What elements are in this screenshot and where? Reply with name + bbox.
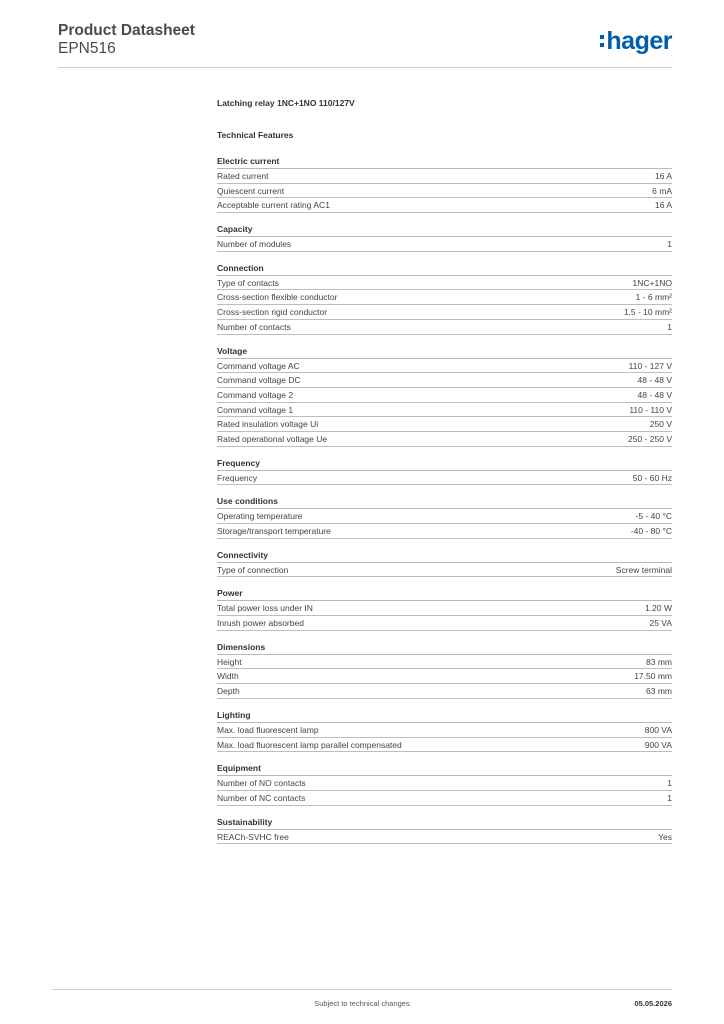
feature-row (217, 791, 672, 806)
feature-value: 1.5 - 10 mm² (623, 307, 672, 318)
section-title: Dimensions (217, 639, 672, 655)
feature-value: 83 mm (646, 656, 672, 667)
feature-section (217, 547, 672, 578)
feature-row (217, 290, 672, 305)
feature-row (217, 403, 672, 418)
feature-row (217, 616, 672, 631)
feature-value: 6 mA (652, 185, 672, 196)
feature-section (217, 343, 672, 447)
feature-label: Number of NO contacts (217, 778, 306, 789)
feature-row (217, 417, 672, 432)
feature-row (217, 184, 672, 199)
feature-label: Number of NC contacts (217, 792, 306, 803)
feature-value: 110 - 127 V (628, 360, 672, 371)
section-title: Frequency (217, 455, 672, 471)
feature-label: Command voltage DC (217, 375, 301, 386)
feature-value: -5 - 40 °C (635, 511, 672, 522)
feature-label: Depth (217, 686, 240, 697)
feature-section (217, 221, 672, 252)
section-title: Capacity (217, 221, 672, 237)
feature-value: 1 - 6 mm² (635, 292, 672, 303)
feature-value: 1 (667, 321, 672, 332)
section-title: Electric current (217, 153, 672, 169)
feature-value: 1 (667, 792, 672, 803)
feature-row (217, 509, 672, 524)
feature-row (217, 169, 672, 184)
feature-label: Command voltage AC (217, 360, 300, 371)
feature-row (217, 373, 672, 388)
feature-row (217, 305, 672, 320)
feature-label: Command voltage 2 (217, 389, 294, 400)
feature-label: Number of modules (217, 239, 292, 250)
feature-value: Screw terminal (615, 564, 672, 575)
feature-label: Command voltage 1 (217, 404, 294, 415)
feature-value: 50 - 60 Hz (632, 472, 672, 483)
feature-section (217, 455, 672, 486)
datasheet-content (217, 97, 672, 852)
feature-row (217, 830, 672, 845)
logo-dots-icon (600, 35, 604, 47)
feature-value: 17.50 mm (634, 671, 672, 682)
product-name: Latching relay 1NC+1NO 110/127V (217, 98, 355, 108)
feature-value: 1NC+1NO (632, 277, 672, 288)
footer-date: 05.05.2026 (634, 999, 672, 1008)
hager-logo (600, 28, 672, 54)
feature-row (217, 655, 672, 670)
feature-value: 1.20 W (645, 603, 672, 614)
feature-row (217, 198, 672, 213)
feature-label: Type of connection (217, 564, 289, 575)
feature-value: 250 - 250 V (628, 433, 672, 444)
feature-label: Inrush power absorbed (217, 618, 304, 629)
product-code: EPN516 (58, 40, 116, 57)
feature-value: Yes (658, 831, 672, 842)
feature-label: Storage/transport temperature (217, 526, 331, 536)
logo-text: hager (606, 27, 672, 55)
feature-row (217, 359, 672, 374)
feature-value: 900 VA (644, 739, 672, 750)
feature-row (217, 563, 672, 578)
feature-value: 1 (667, 778, 672, 789)
feature-value: 250 V (649, 419, 672, 430)
feature-row (217, 738, 672, 753)
footer-note: Subject to technical changes (314, 999, 410, 1008)
feature-label: Operating temperature (217, 511, 303, 522)
feature-label: Rated operational voltage Ue (217, 433, 328, 444)
section-title: Lighting (217, 707, 672, 723)
feature-section (217, 493, 672, 538)
feature-label: Number of contacts (217, 321, 291, 332)
feature-row (217, 684, 672, 699)
page-title: Product Datasheet (58, 22, 195, 39)
section-title: Voltage (217, 343, 672, 359)
feature-label: Max. load fluorescent lamp (217, 724, 319, 735)
feature-section (217, 260, 672, 335)
feature-row (217, 723, 672, 738)
feature-row (217, 432, 672, 447)
feature-value: 48 - 48 V (637, 389, 672, 400)
feature-label: Type of contacts (217, 277, 279, 288)
feature-label: Quiescent current (217, 185, 285, 196)
feature-value: -40 - 80 °C (630, 526, 672, 536)
feature-row (217, 601, 672, 616)
feature-row (217, 471, 672, 486)
feature-section (217, 639, 672, 699)
feature-label: Acceptable current rating AC1 (217, 200, 330, 211)
feature-row (217, 524, 672, 539)
section-title: Connectivity (217, 547, 672, 563)
section-title: Sustainability (217, 814, 672, 830)
feature-row (217, 669, 672, 684)
feature-label: Cross-section flexible conductor (217, 292, 338, 303)
feature-label: REACh-SVHC free (217, 831, 289, 842)
technical-features-heading: Technical Features (217, 130, 294, 140)
section-title: Connection (217, 260, 672, 276)
feature-label: Width (217, 671, 239, 682)
page-footer (52, 989, 672, 1019)
feature-section (217, 153, 672, 213)
feature-section (217, 760, 672, 805)
feature-value: 1 (667, 239, 672, 250)
feature-row (217, 388, 672, 403)
feature-label: Frequency (217, 472, 258, 483)
section-title: Equipment (217, 760, 672, 776)
feature-value: 16 A (654, 171, 672, 181)
feature-row (217, 237, 672, 252)
feature-value: 800 VA (644, 724, 672, 735)
feature-value: 48 - 48 V (637, 375, 672, 386)
feature-section (217, 585, 672, 630)
feature-value: 16 A (654, 200, 672, 211)
feature-label: Height (217, 656, 242, 667)
section-title: Power (217, 585, 672, 601)
feature-label: Rated insulation voltage Ui (217, 419, 319, 430)
feature-label: Total power loss under IN (217, 603, 313, 614)
feature-value: 63 mm (646, 686, 672, 697)
feature-label: Rated current (217, 171, 269, 181)
feature-sections (217, 153, 672, 844)
feature-row (217, 776, 672, 791)
feature-label: Cross-section rigid conductor (217, 307, 328, 318)
page-header (58, 22, 672, 68)
feature-row (217, 276, 672, 291)
feature-value: 25 VA (649, 618, 672, 629)
feature-label: Max. load fluorescent lamp parallel compensated (217, 739, 402, 750)
feature-section (217, 814, 672, 845)
section-title: Use conditions (217, 493, 672, 509)
feature-value: 110 - 110 V (629, 404, 672, 415)
feature-row (217, 320, 672, 335)
feature-section (217, 707, 672, 752)
